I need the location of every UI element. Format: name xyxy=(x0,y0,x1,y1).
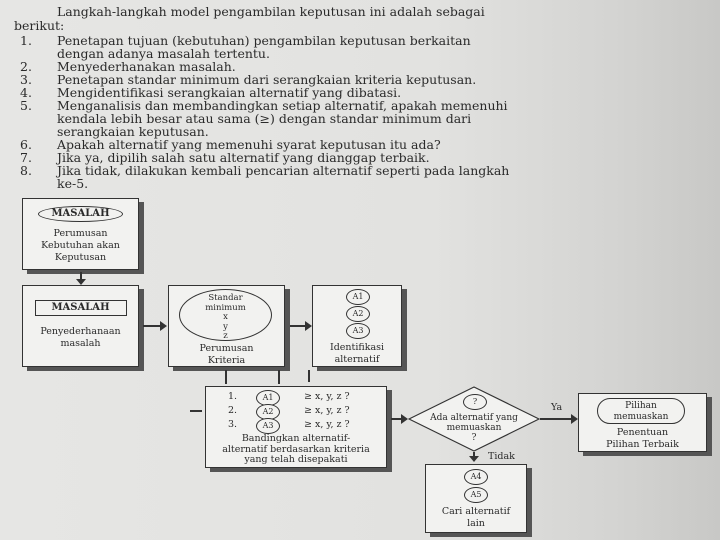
box4-caption xyxy=(313,342,401,366)
masalah-oval: MASALAH xyxy=(38,206,122,222)
arrow-head-icon xyxy=(469,456,479,462)
no-label: Tidak xyxy=(488,451,515,462)
step-number: 6. xyxy=(20,137,32,152)
caption-line: lain xyxy=(467,518,485,529)
box-compare-alternatives xyxy=(205,386,387,468)
box2-caption-2: masalah xyxy=(60,338,101,349)
alternative-a4: A4 xyxy=(464,469,488,485)
masalah-rect: MASALAH xyxy=(35,300,127,316)
arrow-head-icon xyxy=(160,321,167,331)
box-simplify-problem xyxy=(22,285,139,367)
box1-caption-3: Keputusan xyxy=(54,252,107,263)
circle-text: z xyxy=(223,331,228,341)
row-condition: ≥ x, y, z ? xyxy=(304,405,350,416)
arrow-head-icon xyxy=(571,414,578,424)
step-line: Jika tidak, dilakukan kembali pencarian alternatif seperti pada langkah xyxy=(57,163,510,178)
caption-line: Identifikasi xyxy=(329,342,385,353)
decision-line: ? xyxy=(471,433,477,443)
step-line: Mengidentifikasi serangkaian alternatif yang dibatasi. xyxy=(57,85,402,100)
caption-line: alternatif berdasarkan kriteria xyxy=(222,443,370,455)
oval-line: memuaskan xyxy=(613,412,669,422)
box-identify-alternatives xyxy=(312,285,402,367)
alternative-a5: A5 xyxy=(464,487,488,503)
step-line: Menganalisis dan membandingkan setiap alternatif, apakah memenuhi xyxy=(57,98,508,113)
step-text xyxy=(57,99,712,138)
circle-text: y xyxy=(223,321,228,332)
circle-text: Standar xyxy=(208,293,243,303)
row-number: 1. xyxy=(228,391,238,402)
caption-line: Penentuan xyxy=(616,427,669,438)
retry-caption xyxy=(426,506,526,530)
step-line: Penetapan standar minimum dari serangkaian kriteria keputusan. xyxy=(57,72,477,87)
alternative-circle: A2 xyxy=(256,404,280,420)
box-criteria xyxy=(168,285,285,367)
standard-minimum-circle xyxy=(179,289,272,341)
caption-line: Perumusan xyxy=(199,343,254,354)
step-number: 5. xyxy=(20,98,32,113)
circle-text: minimum xyxy=(205,302,246,313)
alternative-circle: A3 xyxy=(256,418,280,434)
step-item xyxy=(20,99,710,138)
caption-line: Kriteria xyxy=(207,355,246,366)
step-line: ke-5. xyxy=(57,176,89,191)
row-condition: ≥ x, y, z ? xyxy=(304,391,350,402)
step-line: Menyederhanakan masalah. xyxy=(57,59,236,74)
alternative-circle: A1 xyxy=(256,390,280,406)
box-find-other-alternatives xyxy=(425,464,527,533)
step-line: dengan adanya masalah tertentu. xyxy=(57,46,270,61)
step-line: Jika ya, dipilih salah satu alternatif yang dianggap terbaik. xyxy=(57,150,430,165)
circle-text: x xyxy=(223,312,228,322)
yes-label: Ya xyxy=(551,402,563,413)
decision-text xyxy=(418,413,530,443)
row-condition: ≥ x, y, z ? xyxy=(304,419,350,430)
arrow-yes xyxy=(540,418,573,420)
step-line: serangkaian keputusan. xyxy=(57,124,209,139)
arrow-head-icon xyxy=(305,321,312,331)
row-number: 2. xyxy=(228,405,238,416)
box-best-choice xyxy=(578,393,707,452)
box1-caption-2: Kebutuhan akan xyxy=(41,240,120,251)
box3-caption xyxy=(169,343,284,367)
decision-line: Ada alternatif yang xyxy=(430,413,518,423)
compare-caption xyxy=(206,434,386,466)
step-text xyxy=(57,164,712,190)
caption-line: Pilihan Terbaik xyxy=(606,439,679,450)
step-number: 7. xyxy=(20,150,32,165)
step-number: 2. xyxy=(20,59,32,74)
step-line: Penetapan tujuan (kebutuhan) pengambilan keputusan berkaitan xyxy=(57,33,471,48)
arrow-head-icon xyxy=(401,414,408,424)
box2-caption-1: Penyederhanaan xyxy=(40,326,121,337)
alternative-a3: A3 xyxy=(346,323,370,339)
caption-line: alternatif xyxy=(334,354,380,365)
oval-line: Pilihan xyxy=(625,401,657,411)
row-number: 3. xyxy=(228,419,238,430)
step-line: kendala lebih besar atau sama (≥) dengan standar minimum dari xyxy=(57,111,472,126)
connector xyxy=(225,370,227,384)
step-item xyxy=(20,34,710,60)
connector xyxy=(190,410,202,412)
intro-line-1: Langkah-langkah model pengambilan keputusan ini adalah sebagai xyxy=(57,4,485,19)
step-number: 8. xyxy=(20,163,32,178)
caption-line: Cari alternatif xyxy=(441,506,511,517)
intro-line-2: berikut: xyxy=(14,18,65,33)
box-problem-formulation xyxy=(22,198,139,270)
connector xyxy=(308,370,310,382)
caption-line: Bandingkan alternatif- xyxy=(241,433,351,444)
step-number: 3. xyxy=(20,72,32,87)
decision-line: memuaskan xyxy=(446,423,502,433)
step-text xyxy=(57,34,712,60)
step-item xyxy=(20,164,710,190)
result-caption xyxy=(579,427,706,451)
step-number: 4. xyxy=(20,85,32,100)
alternative-a1: A1 xyxy=(346,289,370,305)
alternative-a2: A2 xyxy=(346,306,370,322)
step-number: 1. xyxy=(20,33,32,48)
box1-caption-1: Perumusan xyxy=(53,228,108,239)
connector xyxy=(278,370,280,384)
caption-line: yang telah disepakati xyxy=(244,454,348,465)
question-circle: ? xyxy=(463,394,487,410)
satisfying-choice-oval xyxy=(597,398,685,424)
step-line: Apakah alternatif yang memenuhi syarat keputusan itu ada? xyxy=(57,137,441,152)
